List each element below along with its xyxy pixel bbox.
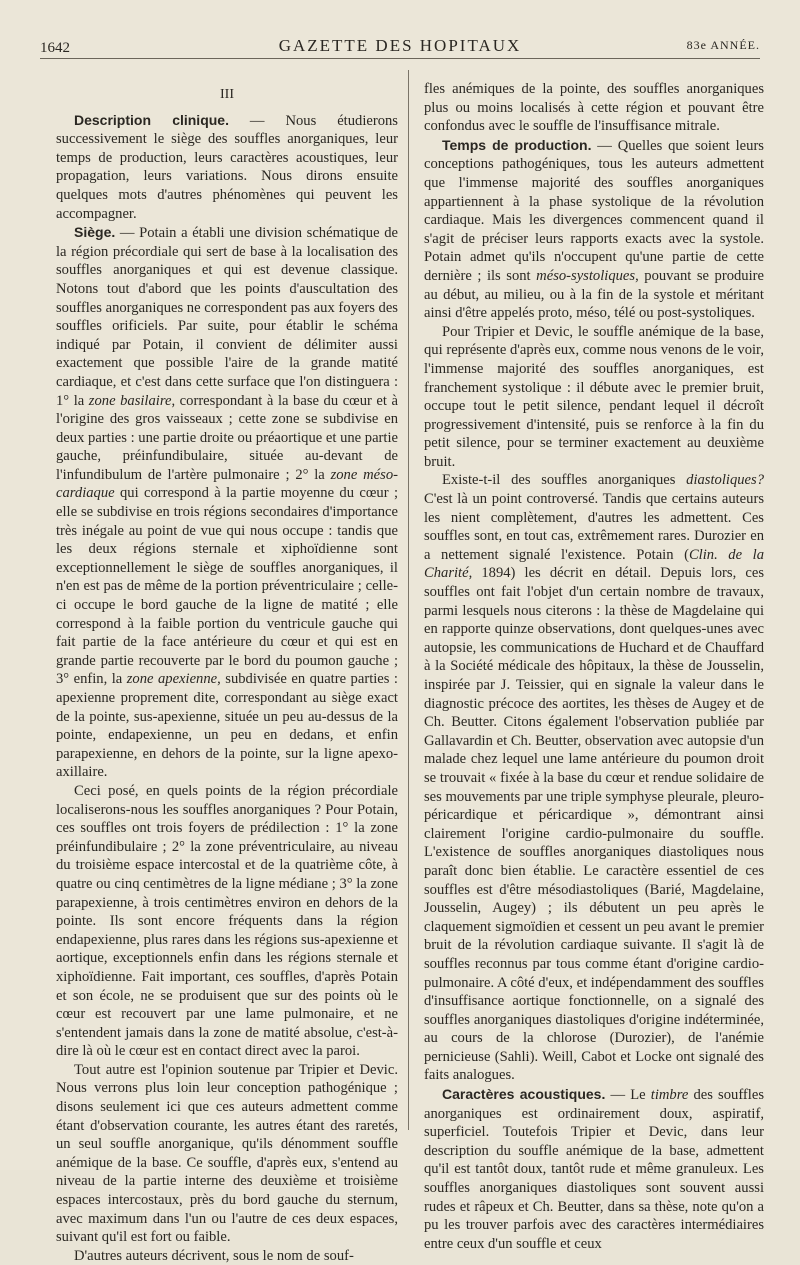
paragraph: Tout autre est l'opinion soutenue par Tripier et Devic. Nous verrons plus loin leur conception pathogénique ; disons seulement ici que ces auteurs admettent comme étant d'observation courante, les autres étant des raretés, un seul souffle anorganique, qu'ils dénomment souffle anémique de la base. Ce souffle, d'après eux, s'entend au niveau de la partie interne des deuxième et troisième espaces intercostaux, près du bord gauche du sternum, avec maximum dans l'un ou l'autre de ces deux espaces, suivant qu'il est fort ou faible. [56,1061,398,1246]
paragraph: Existe-t-il des souffles anorganiques diastoliques? C'est là un point controversé. Tandis que certains auteurs les nient complètement, d'autres les admettent. Ces souffles sont, en tout cas, extrêmement rares. Durozier en a nettement signalé l'existence. Potain (Clin. de la Charité, 1894) les décrit en détail. Depuis lors, ces souffles ont fait l'objet d'un certain nombre de travaux, parmi lesquels nous citerons : la thèse de Magdelaine qui en rapporte quinze observations, dont quelques-unes avec autopsie, les communications de Huchard et de Chauffard à la Société médicale des hôpitaux, la thèse de Jousselin, inspirée par J. Teissier, qui en signale la valeur dans le diagnostic précoce des aortites, les thèses de Augey et de Ch. Beutter. Citons également l'observation publiée par Gallavardin et Ch. Beutter, observation avec autopsie d'un malade chez lequel une lame antérieure du poumon droit se trouvait « fixée à la base du cœur et rendue solidaire de ses mouvements par une triple symphyse pleurale, pleuro-péricardique et péricardique », démontrant ainsi clairement l'origine cardio-pulmonaire du souffle. L'existence de souffles anorganiques diastoliques nous paraît donc bien établie. Le caractère essentiel de ces souffles est d'être mésodiastoliques (Barié, Magdelaine, Jousselin, Augey) ; ils débutent un peu après le claquement sigmoïdien et cessent un peu avant le premier bruit de la révolution cardiaque suivante. Il s'agit là de souffles reconnus par tous comme étant d'origine cardio-pulmonaire. A côté d'eux, et indépendamment des souffles d'insuffisance aortique fonctionnelle, on a signalé des souffles anorganiques diastoliques d'origine indéterminée, au cours de la chlorose (Durozier), de l'anémie pernicieuse (Sahli). Weill, Cabot et Locke ont signalé des faits analogues. [424,472,764,1084]
column-divider [408,70,409,1130]
run-in-heading: Description clinique. [74,111,229,128]
left-column [56,72,398,1265]
paragraph: Description clinique. — Nous étudierons successivement le siège des souffles anorganiques, leur temps de production, leurs caractères acoustiques, leur propagation, leurs variations. Nous dirons ensuite quelques mots d'autres phénomènes qui peuvent les accompagner. [56,111,398,222]
paragraph: Ceci posé, en quels points de la région précordiale localiserons-nous les souffles anorganiques ? Pour Potain, ces souffles ont trois foyers de prédilection : 1° la zone préinfundibulaire ; 2° la zone préventriculaire, au niveau du troisième espace intercostal et de la quatrième côte, à quatre ou cinq centimètres de la ligne médiane ; 3° la zone parapexienne, à trois centimètres environ en dehors de la pointe. Ils sont encore fréquents dans la région endapexienne, plus rares dans les régions sus-apexienne et aortique, exceptionnels enfin dans les régions sternale et xiphoïdienne. Fait important, ces souffles, d'après Potain et son école, ne se produisent que sur des points où le cœur est recouvert par une lame pulmonaire, et ne s'entendent jamais dans la zone de matité absolue, c'est-à-dire là où le cœur est en contact direct avec la paroi. [56,782,398,1060]
paragraph: fles anémiques de la pointe, des souffles anorganiques plus ou moins localisés à cette région et pouvant être confondus avec le souffle de l'insuffisance mitrale. [424,81,764,135]
page-number: 1642 [40,40,70,56]
running-header [40,32,760,59]
right-column [424,80,764,1253]
year-label: 83e ANNÉE. [686,38,760,52]
paragraph: Caractères acoustiques. — Le timbre des souffles anorganiques est ordinairement doux, aspiratif, superficiel. Toutefois Tripier et Devic, dans leur description du souffle anémique de la base, admettent qu'il est tantôt doux, tantôt rude et même granuleux. Les souffles anorganiques diastoliques sont souvent aussi rudes et râpeux et Ch. Beutter, dans sa thèse, note qu'on a pu les trouver parfois avec des caractères intermédiaires entre ceux d'un souffle et ceux [424,1086,764,1252]
paragraph: D'autres auteurs décrivent, sous le nom de souf- [74,1247,354,1264]
section-number: III [220,87,234,102]
run-in-heading: Caractères acoustiques. [442,1086,606,1103]
paragraph: Temps de production. — Quelles que soient leurs conceptions pathogéniques, tous les auteurs admettent que l'immense majorité des souffles anorganiques appartiennent à la phase systolique de la révolution cardiaque. Mais les divergences commencent quand il s'agit de préciser leurs rapports exacts avec la systole. Potain admet qu'ils n'occupent qu'une partie de cette dernière ; ils sont méso-systoliques, pouvant se produire au début, au milieu, ou à la fin de la systole et méritant ainsi d'être appelés proto, méso, télé ou post-systoliques. [424,136,764,322]
paragraph: Pour Tripier et Devic, le souffle anémique de la base, qui représente d'après eux, comme nous venons de le voir, l'immense majorité des souffles anorganiques, est franchement systolique : il débute avec le premier bruit, occupe tout le petit silence, pendant lequel il décroît progressivement d'intensité, puis se renforce à la fin du petit silence, pour se terminer exactement au deuxième bruit. [424,323,764,470]
run-in-heading: Siège. [74,224,116,241]
journal-title: GAZETTE DES HOPITAUX [278,36,522,55]
paragraph: Siège. — Potain a établi une division schématique de la région précordiale qui sert de base à la localisation des souffles anorganiques et qui est devenue classique. Notons tout d'abord que les points d'auscultation des souffles anorganiques ne correspondent pas aux foyers des souffles orificiels. Par suite, pour établir le schéma indiqué par Potain, il convient de délimiter aussi exactement que possible l'aire de la grande matité cardiaque, et c'est dans cette surface que l'on distinguera : 1° la zone basilaire, correspondant à la base du cœur et à l'origine des gros vaisseaux ; cette zone se subdivise en deux parties : une partie droite ou préaortique et une partie gauche, préinfundibulaire, située au-devant de l'infundibulum de l'artère pulmonaire ; 2° la zone méso-cardiaque qui correspond à la partie moyenne du cœur ; elle se subdivise en trois régions secondaires d'importance très inégale au point de vue qui nous occupe : tandis que les deux régions sternale et xiphoïdienne sont exceptionnellement le siège de souffles anorganiques, il n'en est pas de même de la portion préventriculaire ; celle-ci occupe le bord gauche de la ligne de matité ; elle correspond à la faible portion du ventricule gauche qui fait partie de la face antérieure du cœur et qui est en grande partie recouverte par le bord du poumon gauche ; 3° enfin, la zone apexienne, subdivisée en quatre parties : apexienne proprement dite, correspondant au siège exact de la pointe, sus-apexienne, située un peu au-dessus de la pointe, endapexienne, un peu en dedans, et enfin parapexienne, en dehors de la pointe, sur la ligne apexo-axillaire. [56,224,399,781]
run-in-heading: Temps de production. [442,136,592,153]
